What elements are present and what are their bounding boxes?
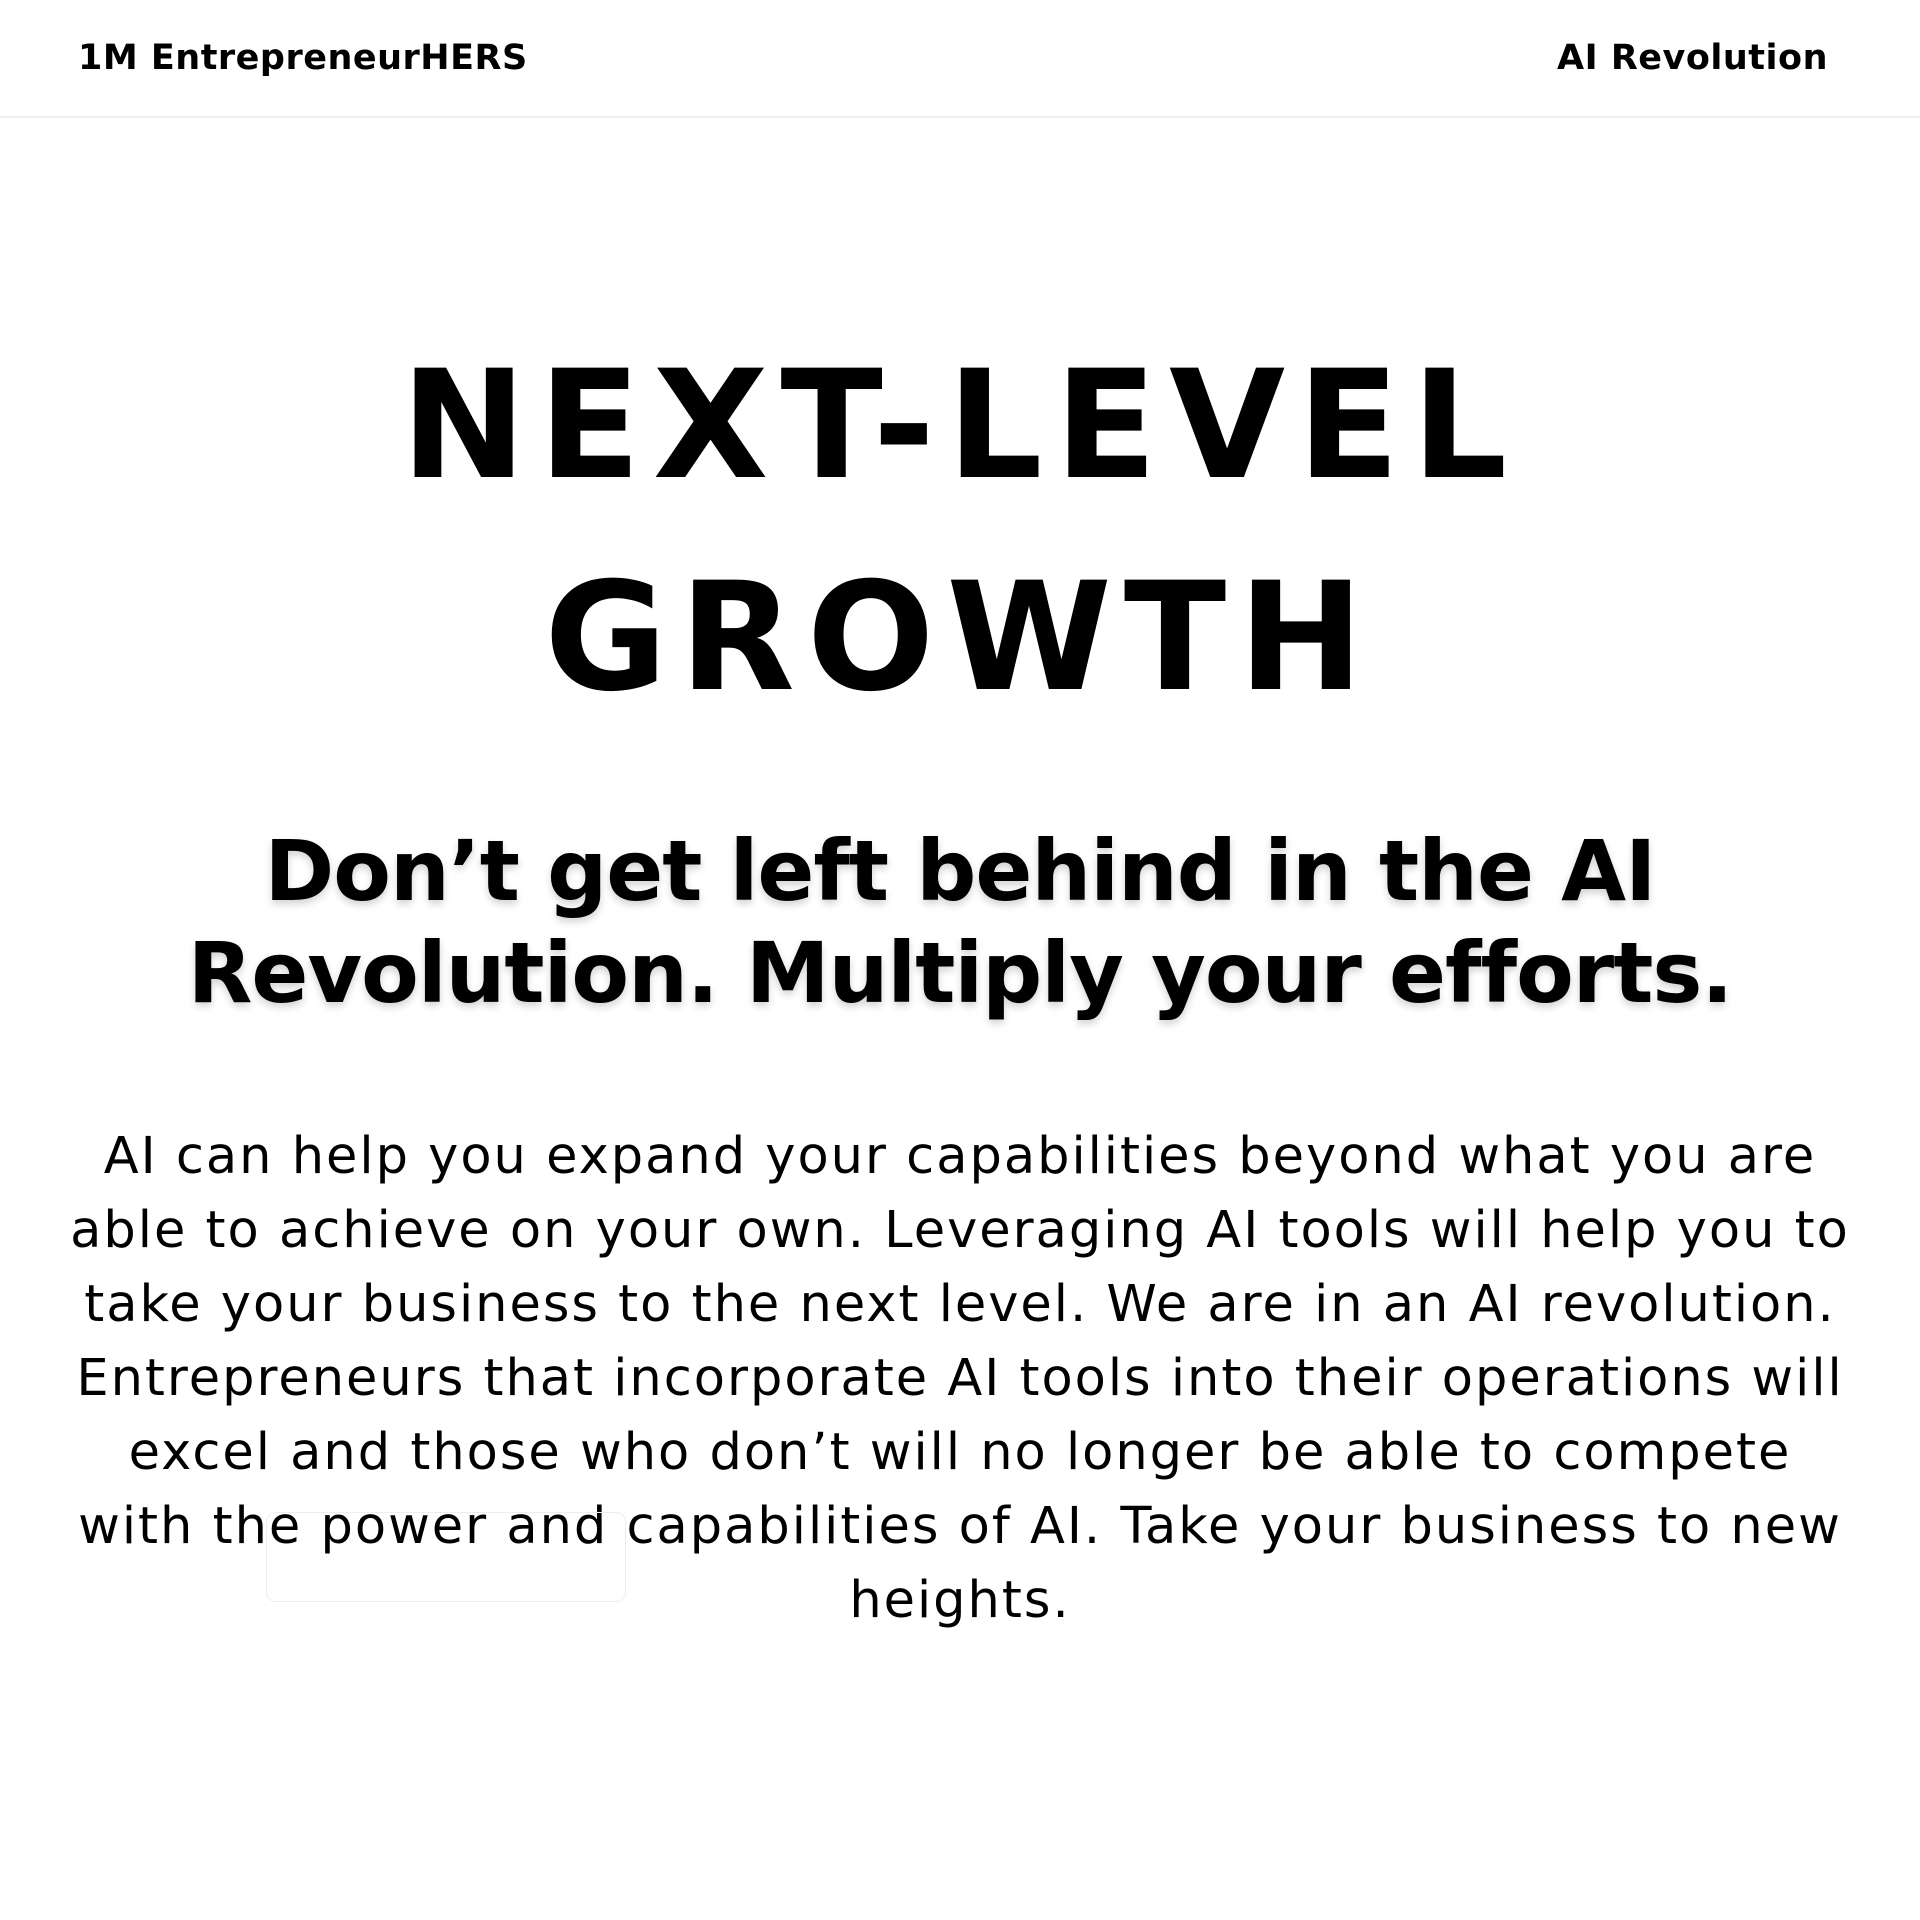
hero-title-line-1: NEXT-LEVEL <box>400 339 1520 513</box>
nav-link-ai-revolution[interactable]: AI Revolution <box>1557 38 1828 78</box>
top-navigation-bar <box>0 0 1920 118</box>
faint-button-outline[interactable] <box>266 1512 626 1602</box>
site-brand-link[interactable]: 1M EntrepreneurHERS <box>78 38 528 78</box>
hero-subheading: Don’t get left behind in the AI Revolution. Multiply your efforts. <box>187 822 1733 1022</box>
hero-body-text: AI can help you expand your capabilities beyond what you are able to achieve on your own. Leveraging AI tools will help you to take your business to the next level. We are in an AI revolution. Entrepreneurs that incorporate AI tools into their operations will excel and those who don’t will no longer be able to compete with the power and capabilities of AI. Take your business to new heights. <box>70 1127 1850 1630</box>
hero-title-line-2: GROWTH <box>544 551 1376 725</box>
hero-title <box>0 320 1920 744</box>
